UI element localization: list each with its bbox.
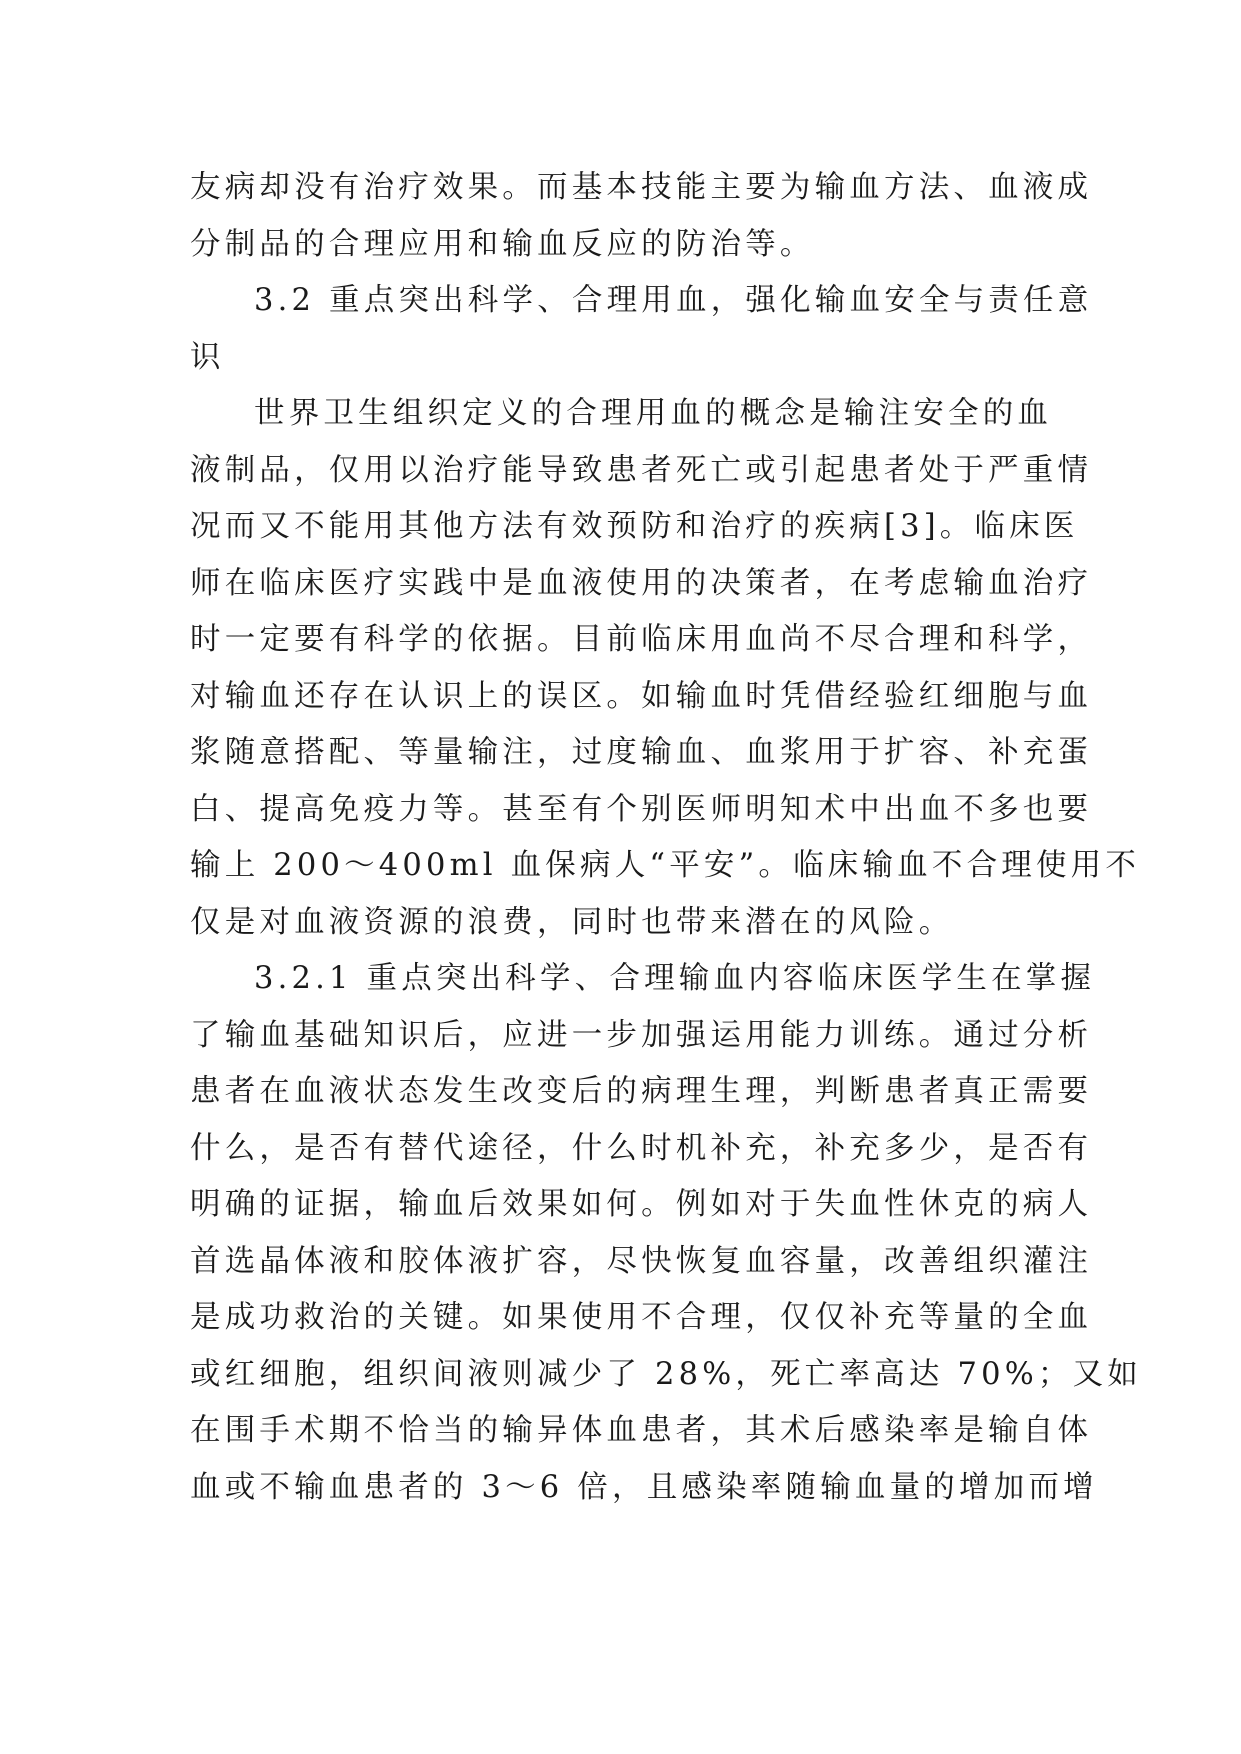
- text-line: 对输血还存在认识上的误区。如输血时凭借经验红细胞与血: [190, 678, 1093, 714]
- section-heading: 3.2 重点突出科学、合理用血，强化输血安全与责任意: [254, 283, 1093, 318]
- text-line: 或红细胞，组织间液则减少了 28%，死亡率高达 70%；又如: [190, 1356, 1142, 1392]
- text-line: 浆随意搭配、等量输注，过度输血、血浆用于扩容、补充蛋: [190, 735, 1093, 770]
- body-text: [190, 160, 1142, 1516]
- text-line: 了输血基础知识后，应进一步加强运用能力训练。通过分析: [190, 1017, 1093, 1053]
- text-line: 首选晶体液和胶体液扩容，尽快恢复血容量，改善组织灌注: [190, 1243, 1093, 1279]
- text-line: 友病却没有治疗效果。而基本技能主要为输血方法、血液成: [190, 170, 1093, 205]
- text-line: 血或不输血患者的 3～6 倍，且感染率随输血量的增加而增: [190, 1469, 1098, 1505]
- text-line: 在围手术期不恰当的输异体血患者，其术后感染率是输自体: [190, 1413, 1093, 1448]
- text-line: 是成功救治的关键。如果使用不合理，仅仅补充等量的全血: [190, 1300, 1093, 1335]
- text-line: 什么，是否有替代途径，什么时机补充，补充多少，是否有: [190, 1130, 1093, 1166]
- text-line: 师在临床医疗实践中是血液使用的决策者，在考虑输血治疗: [190, 565, 1093, 601]
- text-line: 输上 200～400ml 血保病人“平安”。临床输血不合理使用不: [190, 848, 1141, 883]
- subsection-paragraph: 3.2.1 重点突出科学、合理输血内容临床医学生在掌握: [254, 961, 1096, 996]
- text-line: 仅是对血液资源的浪费，同时也带来潜在的风险。: [190, 904, 954, 940]
- text-line: 患者在血液状态发生改变后的病理生理，判断患者真正需要: [190, 1074, 1093, 1109]
- text-line: 况而又不能用其他方法有效预防和治疗的疾病[3]。临床医: [190, 509, 1079, 544]
- text-line: 世界卫生组织定义的合理用血的概念是输注安全的血: [254, 396, 1053, 431]
- text-line: 白、提高免疫力等。甚至有个别医师明知术中出血不多也要: [190, 791, 1093, 827]
- section-heading-continued: 识: [190, 339, 225, 375]
- text-line: 分制品的合理应用和输血反应的防治等。: [190, 226, 815, 262]
- text-line: 液制品，仅用以治疗能导致患者死亡或引起患者处于严重情: [190, 452, 1093, 488]
- text-line: 明确的证据，输血后效果如何。例如对于失血性休克的病人: [190, 1187, 1093, 1222]
- text-line: 时一定要有科学的依据。目前临床用血尚不尽合理和科学，: [190, 622, 1093, 657]
